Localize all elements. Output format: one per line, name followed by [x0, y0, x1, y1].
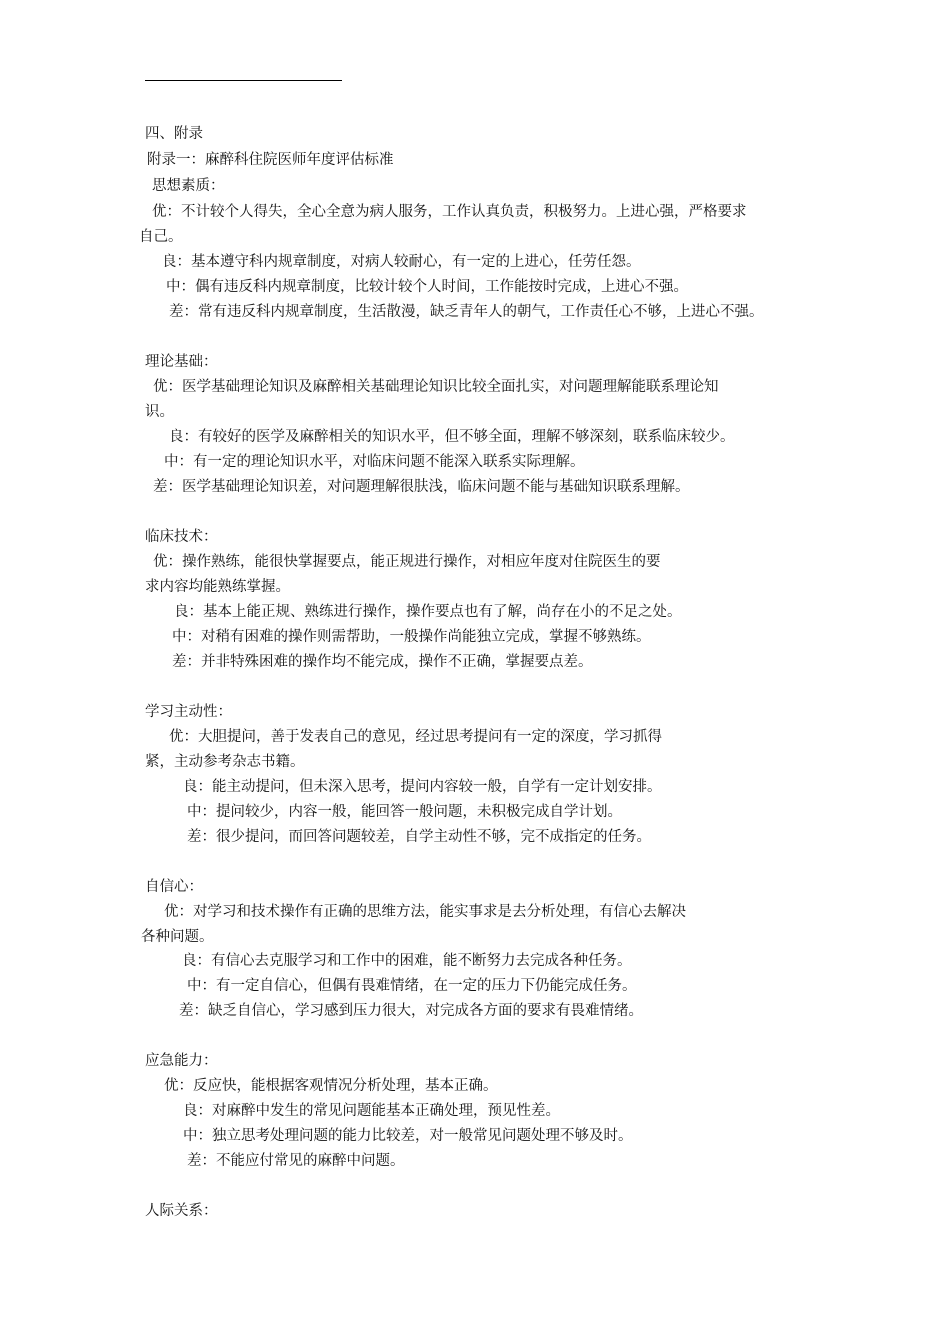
criterion-line: 中：独立思考处理问题的能力比较差，对一般常见问题处理不够及时。: [183, 1128, 633, 1144]
header-rule: [145, 80, 342, 81]
section-title: 理论基础：: [145, 354, 218, 370]
criterion-line: 中：提问较少，内容一般，能回答一般问题，未积极完成自学计划。: [187, 804, 622, 820]
criterion-line: 差：不能应付常见的麻醉中问题。: [187, 1153, 405, 1169]
criterion-line: 中：有一定的理论知识水平，对临床问题不能深入联系实际理解。: [164, 454, 585, 470]
criterion-line: 优：大胆提问，善于发表自己的意见，经过思考提问有一定的深度，学习抓得: [169, 729, 662, 745]
criterion-line: 良：能主动提问，但未深入思考，提问内容较一般，自学有一定计划安排。: [183, 779, 662, 795]
criterion-line: 中：偶有违反科内规章制度，比较计较个人时间，工作能按时完成，上进心不强。: [166, 279, 688, 295]
section-title: 人际关系：: [145, 1203, 218, 1219]
criterion-line: 紧，主动参考杂志书籍。: [145, 754, 305, 770]
criterion-line: 自己。: [139, 229, 183, 245]
criterion-line: 求内容均能熟练掌握。: [145, 579, 290, 595]
criterion-line: 中：有一定自信心，但偶有畏难情绪，在一定的压力下仍能完成任务。: [187, 978, 637, 994]
section-title: 应急能力：: [145, 1053, 218, 1069]
criterion-line: 中：对稍有困难的操作则需帮助，一般操作尚能独立完成，掌握不够熟练。: [172, 629, 651, 645]
criterion-line: 差：常有违反科内规章制度，生活散漫，缺乏青年人的朝气，工作责任心不够，上进心不强。: [169, 304, 764, 320]
section-title: 自信心：: [145, 879, 203, 895]
appendix-title: 附录一：麻醉科住院医师年度评估标准: [147, 152, 394, 168]
criterion-line: 优：对学习和技术操作有正确的思维方法，能实事求是去分析处理，有信心去解决: [164, 904, 686, 920]
criterion-line: 良：基本遵守科内规章制度，对病人较耐心，有一定的上进心，任劳任怨。: [162, 254, 641, 270]
criterion-line: 识。: [145, 404, 174, 420]
criterion-line: 良：有较好的医学及麻醉相关的知识水平，但不够全面，理解不够深刻，联系临床较少。: [169, 429, 735, 445]
criterion-line: 差：并非特殊困难的操作均不能完成，操作不正确，掌握要点差。: [172, 654, 593, 670]
criterion-line: 各种问题。: [141, 929, 214, 945]
criterion-line: 差：很少提问，而回答问题较差，自学主动性不够，完不成指定的任务。: [187, 829, 651, 845]
criterion-line: 优：医学基础理论知识及麻醉相关基础理论知识比较全面扎实，对问题理解能联系理论知: [153, 379, 719, 395]
criterion-line: 良：基本上能正规、熟练进行操作，操作要点也有了解，尚存在小的不足之处。: [174, 604, 682, 620]
criterion-line: 优：操作熟练，能很快掌握要点，能正规进行操作，对相应年度对住院医生的要: [153, 554, 661, 570]
criterion-line: 优：不计较个人得失，全心全意为病人服务，工作认真负责，积极努力。上进心强，严格要求: [152, 204, 747, 220]
criterion-line: 优：反应快，能根据客观情况分析处理，基本正确。: [164, 1078, 498, 1094]
criterion-line: 良：有信心去克服学习和工作中的困难，能不断努力去完成各种任务。: [182, 953, 632, 969]
section-title: 学习主动性：: [145, 704, 232, 720]
criterion-line: 差：缺乏自信心，学习感到压力很大，对完成各方面的要求有畏难情绪。: [179, 1003, 643, 1019]
appendix-heading: 四、附录: [145, 126, 203, 142]
criterion-line: 差：医学基础理论知识差，对问题理解很肤浅，临床问题不能与基础知识联系理解。: [153, 479, 690, 495]
section-title: 思想素质：: [152, 178, 225, 194]
criterion-line: 良：对麻醉中发生的常见问题能基本正确处理，预见性差。: [183, 1103, 560, 1119]
section-title: 临床技术：: [145, 529, 218, 545]
